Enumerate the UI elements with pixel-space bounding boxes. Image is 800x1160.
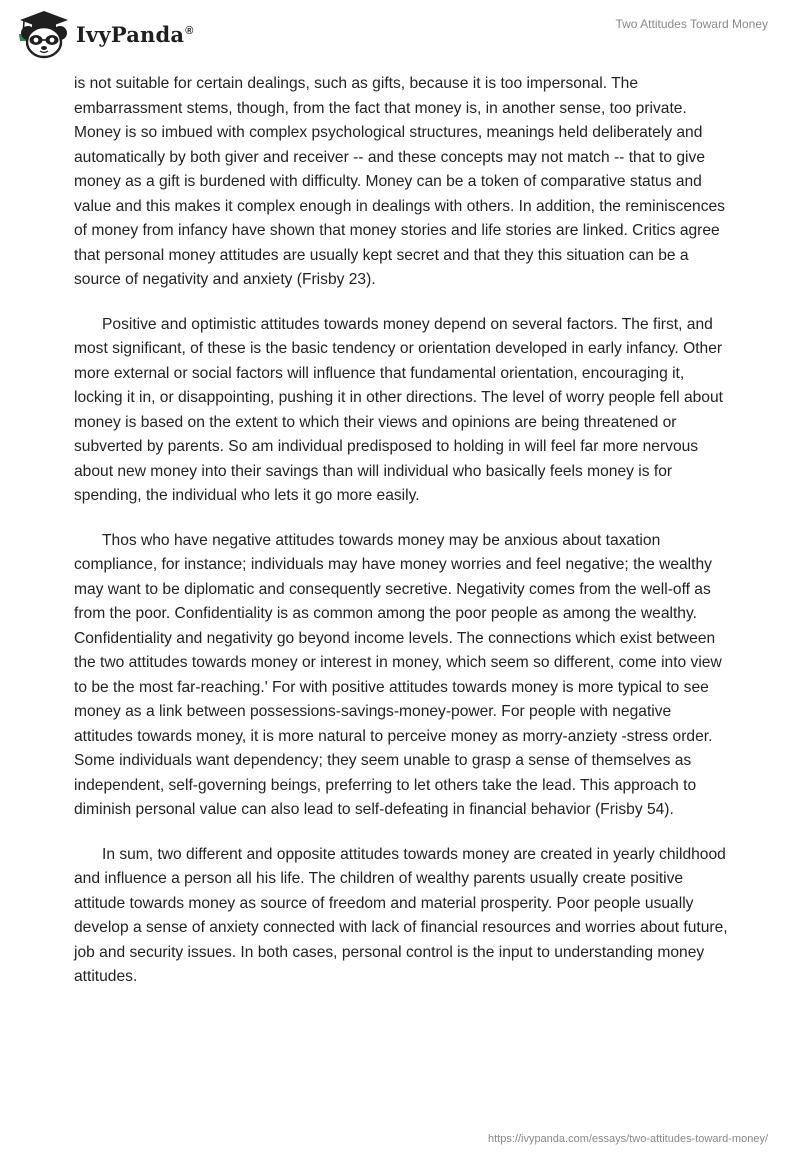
document-title: Two Attitudes Toward Money — [615, 17, 768, 31]
paragraph-4: In sum, two different and opposite attitudes towards money are created in yearly childhood and influence a person all his life. The children of wealthy parents usually create positive attitude towards money as source of freedom and material prosperity. Poor people usually develop a sense of anxiety connected with lack of financial resources and worries about future, job and security issues. In both cases, personal control is the input to understanding money attitudes. — [74, 845, 728, 985]
brand-logo[interactable] — [14, 8, 194, 60]
registered-mark: ® — [185, 24, 194, 37]
paragraph-3: Thos who have negative attitudes towards money may be anxious about taxation compliance, for instance; individuals may have money worries and feel negative; the wealthy may want to be diplomatic and consequently secretive. Negativity comes from the well-off as from the poor. Confidentiality is as common among the poor people as among the wealthy. Confidentiality and negativity go beyond income levels. The connections which exist between the two attitudes towards money or interest in money, which seem so different, come into view to be the most far-reaching.' For with positive attitudes towards money is more typical to see money as a link between possessions-savings-money-power. For people with negative attitudes towards money, it is more natural to perceive money as morry-anziety -stress order. Some individuals want dependency; they seem unable to grasp a sense of themselves as independent, self-governing beings, preferring to let others take the lead. This approach to diminish personal value can also lead to self-defeating in financial behavior (Frisby 54). — [74, 531, 722, 818]
essay-body — [74, 72, 728, 1010]
paragraph-1: is not suitable for certain dealings, such as gifts, because it is too impersonal. The embarrassment stems, though, from the fact that money is, in another sense, too private. Money is so imbued with complex psychological structures, meanings held deliberately and automatically by both giver and receiver -- and these concepts may not match -- that to give money as a gift is burdened with difficulty. Money can be a token of comparative status and value and this makes it complex enough in dealings with others. In addition, the reminiscences of money from infancy have shown that money stories and life stories are linked. Critics agree that personal money attitudes are usually kept secret and that they this situation can be a source of negativity and anxiety (Frisby 23). — [74, 75, 725, 288]
source-url[interactable]: https://ivypanda.com/essays/two-attitudes-toward-money/ — [487, 1133, 768, 1145]
panda-logo-icon — [14, 8, 70, 60]
page-header — [0, 0, 800, 70]
paragraph-2: Positive and optimistic attitudes towards money depend on several factors. The first, and most significant, of these is the basic tendency or orientation developed in early infancy. Other more external or social factors will influence that fundamental orientation, encouraging it, locking it in, or disappointing, pushing it in other directions. The level of worry people fell about money is based on the extent to which their views and opinions are being threatened or subverted by parents. So am individual predisposed to holding in will feel far more nervous about new money into their savings than will individual who basically feels money is for spending, the individual who lets it go more easily. — [74, 315, 723, 504]
brand-name: IvyPanda® — [76, 21, 194, 47]
